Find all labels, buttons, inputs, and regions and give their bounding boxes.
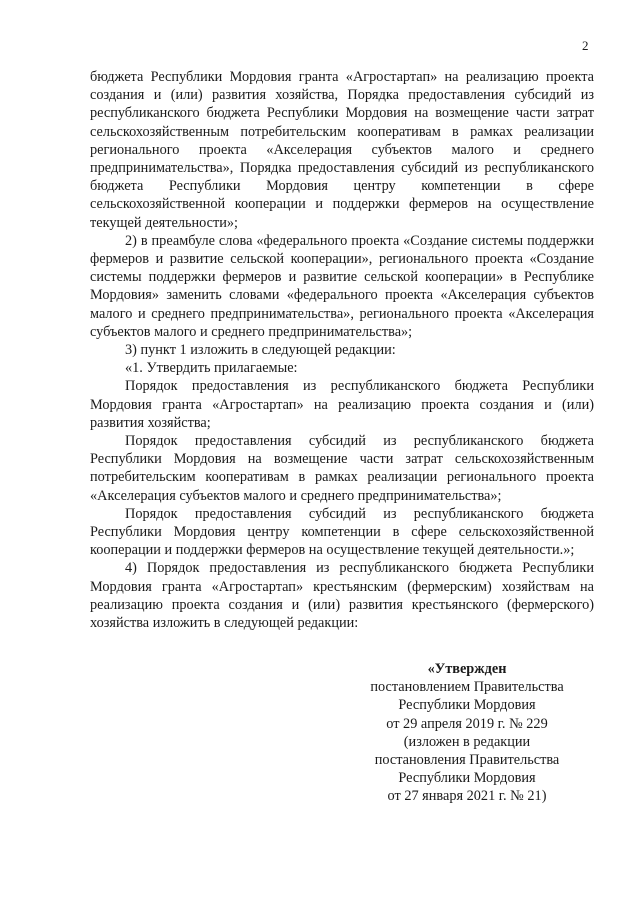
approval-heading: «Утвержден: [427, 661, 507, 677]
page-number: 2: [582, 38, 589, 53]
paragraph-item-2: 2) в преамбуле слова «федерального проекта «Создание системы поддержки фермеров и развитие сельской кооперации», регионального проекта «Создание системы поддержки фермеров и развитие сельской кооперации» в Республике Мордовия» заменить словами «федерального проекта «Акселерация субъектов малого и среднего предпринимательства», регионального проекта «Акселерация субъектов малого и среднего предпринимательства»;: [90, 232, 594, 340]
approval-line: (изложен в редакции: [403, 733, 531, 750]
paragraph-item-4: 4) Порядок предоставления из республиканского бюджета Республики Мордовия гранта «Агростартап» крестьянским (фермерским) хозяйствам на реализацию проекта создания и (или) развития крестьянского (фермерского) хозяйства изложить в следующей редакции:: [90, 560, 594, 632]
approval-stamp-block: [352, 660, 582, 806]
approval-line: от 27 января 2021 г. № 21): [387, 788, 547, 805]
paragraph-approve-order-2: Порядок предоставления субсидий из республиканского бюджета Республики Мордовия на возмещение части затрат сельскохозяйственным потребительским кооперативам в рамках реализации регионального проекта «Акселерация субъектов малого и среднего предпринимательства»;: [90, 433, 594, 504]
approval-line: постановлением Правительства: [370, 679, 564, 696]
paragraph-approve-intro: «1. Утвердить прилагаемые:: [125, 360, 298, 377]
paragraph-continuation: бюджета Республики Мордовия гранта «Агростартап» на реализацию проекта создания и (или) развития хозяйства, Порядка предоставления субсидий из республиканского бюджета Республики Мордовия на возмещение части затрат сельскохозяйственным потребительским кооперативам в рамках реализации регионального проекта «Акселерация субъектов малого и среднего предпринимательства», Порядка предоставления субсидий из республиканского бюджета Республики Мордовия центру компетенции в сфере сельскохозяйственной кооперации и поддержки фермеров на осуществление текущей деятельности»;: [90, 69, 594, 231]
approval-line: Республики Мордовия: [398, 770, 536, 787]
paragraph-approve-order-1: Порядок предоставления из республиканского бюджета Республики Мордовия гранта «Агростартап» на реализацию проекта создания и (или) развития хозяйства;: [90, 378, 594, 431]
approval-line: постановления Правительства: [374, 752, 560, 769]
paragraph-approve-order-3: Порядок предоставления субсидий из республиканского бюджета Республики Мордовия центру компетенции в сфере сельскохозяйственной кооперации и поддержки фермеров на осуществление текущей деятельности.»;: [90, 505, 594, 559]
paragraph-item-3: 3) пункт 1 изложить в следующей редакции:: [125, 342, 396, 359]
approval-line: от 29 апреля 2019 г. № 229: [386, 715, 548, 732]
approval-line: Республики Мордовия: [398, 697, 536, 714]
document-body: [90, 68, 594, 632]
